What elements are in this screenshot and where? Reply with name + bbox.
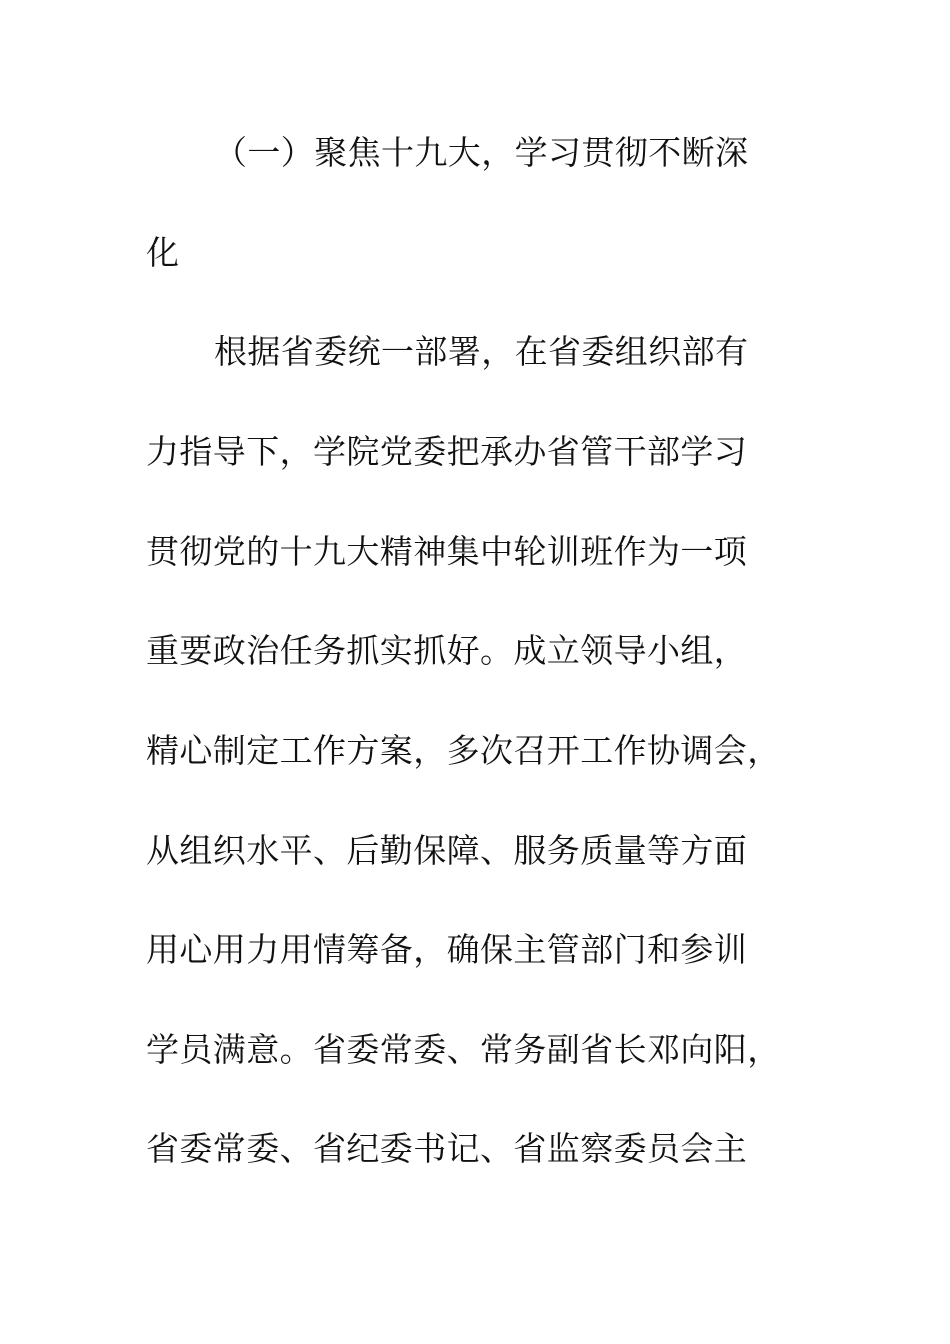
section-heading-line-2: 化 <box>146 233 180 272</box>
paragraph-line-7: 用心用力用情筹备，确保主管部门和参训 <box>146 930 748 969</box>
paragraph-line-2: 力指导下，学院党委把承办省管干部学习 <box>146 432 748 471</box>
section-heading-line-1: （一）聚焦十九大，学习贯彻不断深 <box>214 133 749 172</box>
paragraph-line-8: 学员满意。省委常委、常务副省长邓向阳， <box>146 1030 781 1069</box>
paragraph-line-5: 精心制定工作方案，多次召开工作协调会， <box>146 731 781 770</box>
paragraph-line-3: 贯彻党的十九大精神集中轮训班作为一项 <box>146 532 748 571</box>
paragraph-line-1: 根据省委统一部署，在省委组织部有 <box>214 332 749 371</box>
paragraph-line-6: 从组织水平、后勤保障、服务质量等方面 <box>146 831 748 870</box>
paragraph-line-9: 省委常委、省纪委书记、省监察委员会主 <box>146 1129 748 1168</box>
paragraph-line-4: 重要政治任务抓实抓好。成立领导小组， <box>146 631 748 670</box>
